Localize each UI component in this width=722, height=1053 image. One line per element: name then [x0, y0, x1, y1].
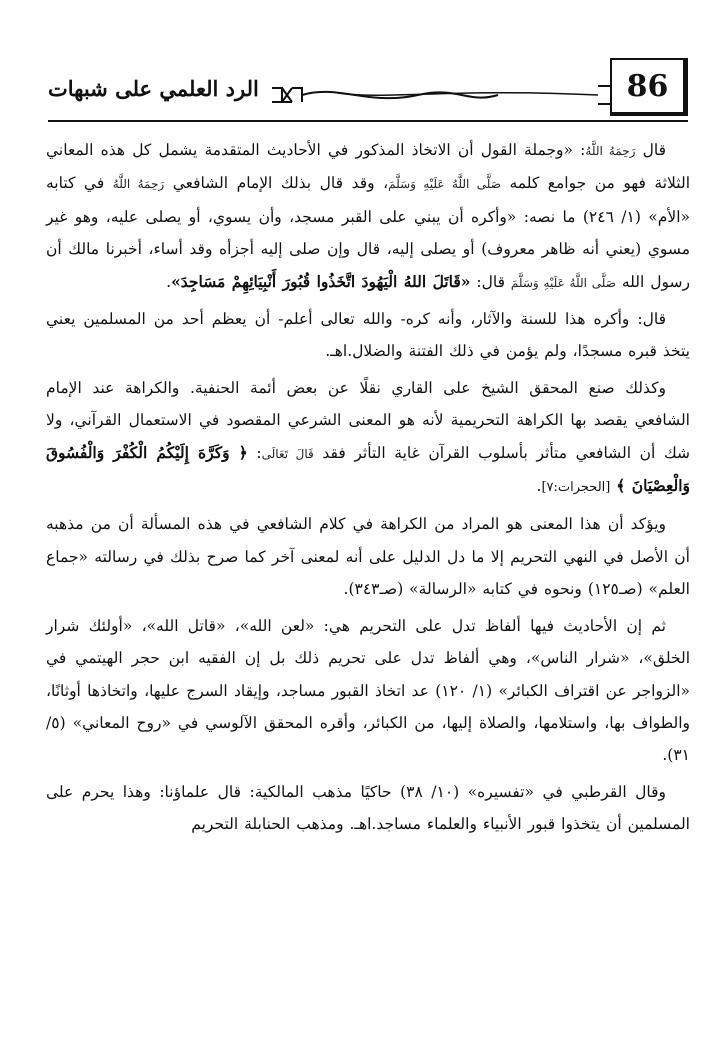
text-run: . [536, 477, 542, 496]
page-header [48, 58, 688, 130]
honorific-phrase: صَلَّى اللَّهُ عَلَيْهِ وَسَلَّمَ [388, 177, 501, 192]
text-run: وكذلك صنع المحقق الشيخ على القاري نقلًا عن بعض أئمة الحنفية. والكراهة عند الإمام الشافعي يقصد بها الكراهة التحريمية لأنه هو المعنى الشرعي المقصود في الاستعمال القرآني، ولا شك أن الشافعي متأثر بأسلوب القرآن غاية التأثر فقد [46, 378, 691, 462]
paragraph-6 [46, 776, 690, 841]
page-number-box [610, 58, 688, 116]
text-run: قال [635, 141, 667, 159]
text-run: ثم إن الأحاديث فيها ألفاظ تدل على التحريم هي: «لعن الله»، «قاتل الله»، «أولئك شرار الخلق»، «شرار الناس»، وهي ألفاظ تدل على تحريم ذلك بل إن الفقيه ابن حجر الهيتمي في «الزواجر عن اقتراف الكبائر» (١/ ١٢٠) عد اتخاذ القبور مساجد، وإيقاد السرج عليها، واتخاذها أوثانًا، والطواف بها، واستلامها، والصلاة إليها، من الكبائر، وأقره المحقق الآلوسي في «روح المعاني» (٥/ ٣١). [46, 616, 690, 765]
paragraph-5 [46, 610, 690, 772]
header-rule [48, 120, 688, 122]
text-run: ويؤكد أن هذا المعنى هو المراد من الكراهة في كلام الشافعي في هذه المسألة أن من مذهبه أن الأصل في النهي التحريم إلا ما دل الدليل على أنه لمعنى آخر كما صرح بذلك في رسالته «جماع العلم» (صـ١٢٥) ونحوه في كتابه «الرسالة» (صـ٣٤٣). [46, 515, 690, 599]
header-ornament-icon [268, 80, 656, 110]
text-run: ، وقد قال بذلك الإمام الشافعي [164, 174, 389, 193]
paragraph-3 [46, 372, 690, 505]
text-run: : [247, 443, 262, 462]
text-run: قال: وأكره هذا للسنة والآثار، وأنه كره- والله تعالى أعلم- أن يعظم أحد من المسلمين يعني يتخذ قبره مسجدًا، ولم يؤمن في ذلك الفتنة والضلال.اهـ. [46, 310, 690, 361]
hadith-quote: «قَاتَلَ اللهُ الْيَهُودَ اتَّخَذُوا قُبُورَ أَنْبِيَائِهِمْ مَسَاجِدَ» [171, 271, 471, 291]
paragraph-2 [46, 303, 690, 368]
text-run: في كتابه «الأم» (١/ ٢٤٦) ما نصه: «وأكره أن يبني على القبر مسجد، وأن يسوي، أو يصلى عليه، وهو غير مسوي (يعني أنه ظاهر معروف) أو يصلى إليه، قال وإن صلى إليه أجزأه وقد أساء، أخبرنا مالك أن رسول الله [46, 174, 691, 291]
quran-verse: ﴿ وَكَرَّهَ إِلَيْكُمُ الْكُفْرَ وَالْفُسُوقَ وَالْعِصْيَانَ ﴾ [46, 442, 690, 496]
running-title: الرد العلمي على شبهات [48, 76, 259, 101]
text-run: . [166, 272, 172, 291]
paragraph-4 [46, 508, 690, 605]
honorific-phrase: رَحِمَهُ اللَّهُ [112, 177, 165, 192]
paragraph-1 [46, 134, 690, 299]
text-run: قال: [470, 272, 511, 291]
page-body [46, 134, 690, 841]
text-run: وقال القرطبي في «تفسيره» (١٠/ ٣٨) حاكيًا مذهب المالكية: قال علماؤنا: وهذا يحرم على المسلمين أن يتخذوا قبور الأنبياء والعلماء مساجد.اهـ. ومذهب الحنابلة التحريم [46, 782, 690, 834]
page-number: 86 [626, 68, 669, 104]
text-run: : «وجملة القول أن الاتخاذ المذكور في الأحاديث المتقدمة يشمل كل هذه المعاني الثلاثة فهو من جوامع كلمه [46, 141, 691, 193]
honorific-phrase: صَلَّى اللَّهُ عَلَيْهِ وَسَلَّمَ [510, 275, 616, 290]
verse-citation: [الحجرات:٧] [541, 480, 611, 496]
honorific-phrase: رَحِمَهُ اللَّهُ [585, 144, 636, 158]
honorific-phrase: قَالَ تَعَالَى [261, 446, 314, 461]
